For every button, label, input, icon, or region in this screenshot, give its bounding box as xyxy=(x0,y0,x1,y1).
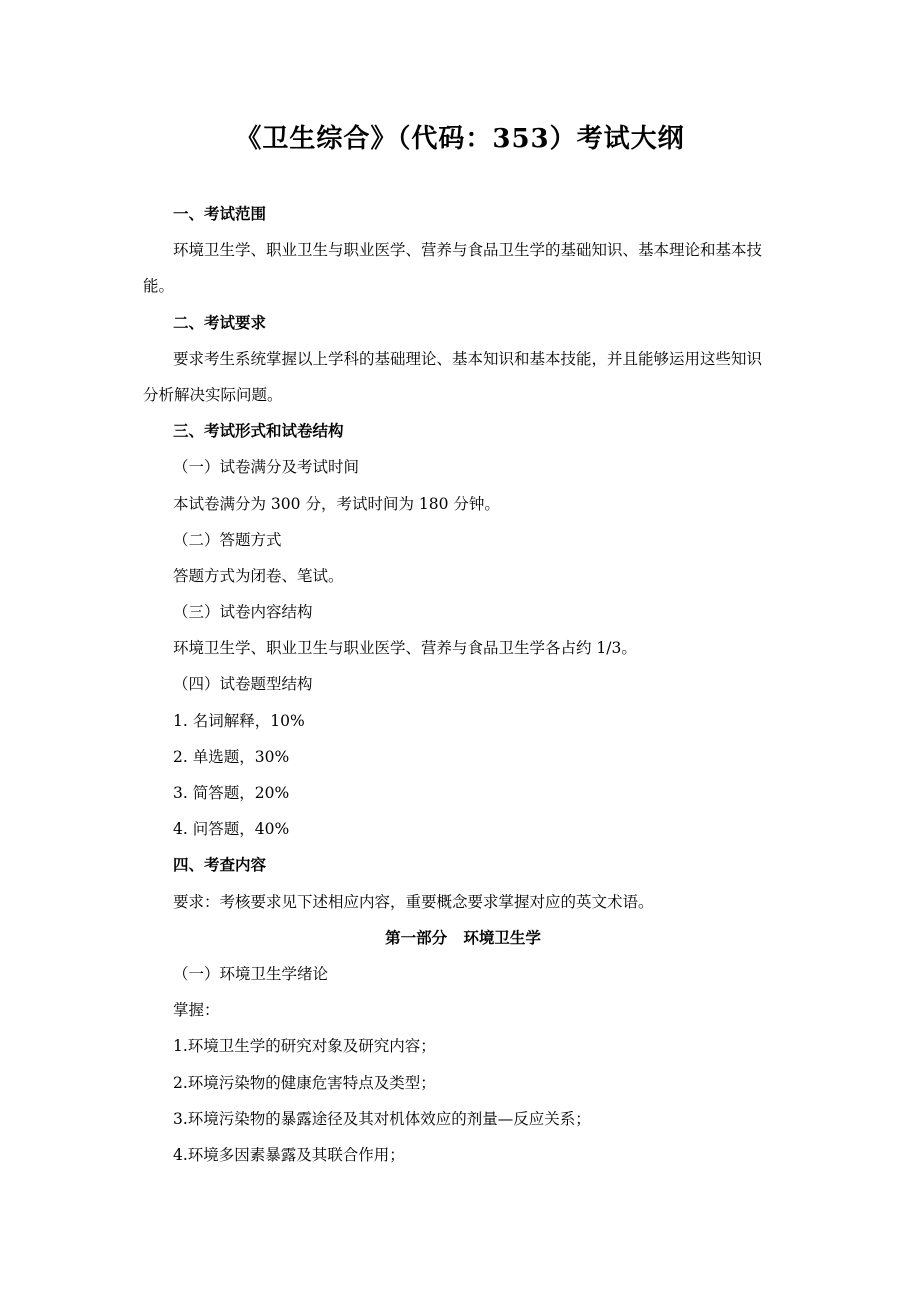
list-item: 2.环境污染物的健康危害特点及类型； xyxy=(173,1073,436,1092)
document-body xyxy=(143,196,783,1173)
subsection-heading: （一）试卷满分及考试时间 xyxy=(173,458,360,477)
paragraph-line: 环境卫生学、职业卫生与职业医学、营养与食品卫生学的基础知识、基本理论和基本技 xyxy=(173,241,763,260)
paragraph-line: 分析解决实际问题。 xyxy=(143,385,283,404)
subsection-heading: （一）环境卫生学绪论 xyxy=(173,964,329,983)
list-item: 3.环境污染物的暴露途径及其对机体效应的剂量—反应关系； xyxy=(173,1109,591,1128)
paragraph-line: 答题方式为闭卷、笔试。 xyxy=(173,566,344,585)
paragraph-line: 要求考生系统掌握以上学科的基础理论、基本知识和基本技能，并且能够运用这些知识 xyxy=(173,349,763,368)
list-item: 1. 名词解释，10% xyxy=(173,711,305,730)
paragraph-line: 环境卫生学、职业卫生与职业医学、营养与食品卫生学各占约 1/3。 xyxy=(173,639,637,658)
paragraph-line: 要求：考核要求见下述相应内容，重要概念要求掌握对应的英文术语。 xyxy=(173,892,654,911)
list-item: 2. 单选题，30% xyxy=(173,747,290,766)
paragraph-line: 本试卷满分为 300 分，考试时间为 180 分钟。 xyxy=(173,494,500,513)
section-heading: 三、考试形式和试卷结构 xyxy=(173,421,344,441)
paragraph-line: 掌握： xyxy=(173,1001,220,1020)
subsection-heading: （二）答题方式 xyxy=(173,530,282,549)
page-title: 《卫生综合》（代码：353）考试大纲 xyxy=(235,124,685,154)
list-item: 3. 简答题，20% xyxy=(173,784,290,802)
list-item: 1.环境卫生学的研究对象及研究内容； xyxy=(173,1037,436,1056)
list-item: 4. 问答题，40% xyxy=(173,820,290,839)
section-heading: 四、考查内容 xyxy=(173,855,267,875)
section-heading: 二、考试要求 xyxy=(173,312,267,332)
subsection-heading: （三）试卷内容结构 xyxy=(173,603,313,622)
section-heading: 一、考试范围 xyxy=(173,204,267,223)
subsection-heading: （四）试卷题型结构 xyxy=(173,675,313,694)
part-heading: 第一部分 环境卫生学 xyxy=(385,927,541,947)
paragraph-line: 能。 xyxy=(143,277,175,296)
list-item: 4.环境多因素暴露及其联合作用； xyxy=(173,1145,405,1164)
